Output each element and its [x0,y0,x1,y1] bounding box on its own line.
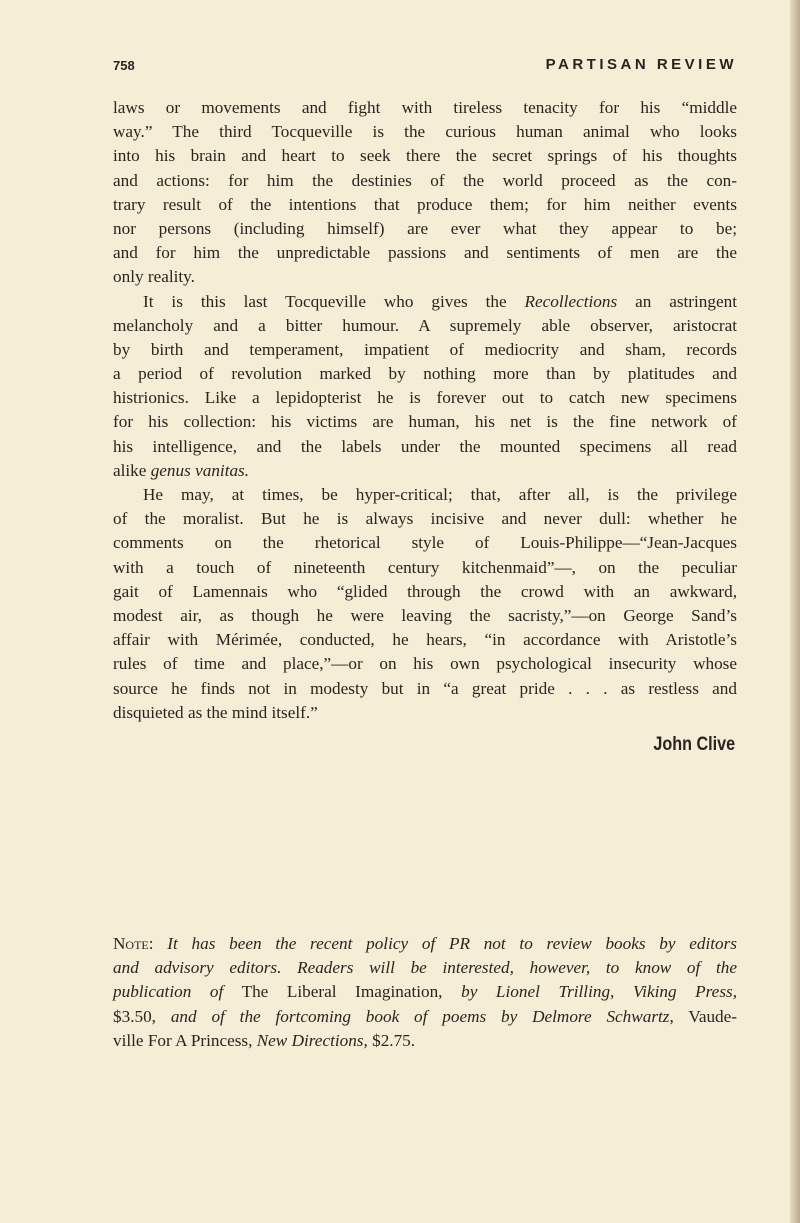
text-line [113,217,737,241]
text-segment: ville For A Princess, [113,1030,257,1050]
text-segment: into his brain and heart to seek there the secret springs of his thoughts [113,146,737,166]
text-segment: and for him the unpredictable passions and sentiments of men are the [113,243,737,263]
text-segment: melancholy and a bitter humour. A supremely able observer, aristocrat [113,315,737,335]
text-segment: disquieted as the mind itself.” [113,702,318,722]
text-segment: It is this last Tocqueville who gives the [143,291,525,311]
emphasis-text: and of the fortcoming book of poems by Delmore Schwartz, [170,1006,674,1026]
text-segment: with a touch of nineteenth century kitchenmaid”—, on the peculiar [113,557,737,577]
text-segment: $2.75. [367,1030,416,1050]
text-line [113,338,737,362]
text-line [113,459,737,483]
emphasis-text: publication of [113,982,224,1002]
text-line [113,290,737,314]
editorial-note [113,932,737,1053]
text-line [113,580,737,604]
text-line [113,386,737,410]
text-line [113,96,737,120]
text-segment: Vaude- [673,1006,737,1026]
text-line [113,556,737,580]
text-segment: comments on the rhetorical style of Louis-Philippe—“Jean-Jacques [113,533,737,553]
text-segment: He may, at times, be hyper-critical; that, after all, is the privilege [143,485,737,504]
emphasis-text: Note: [113,934,154,953]
text-line [113,435,737,459]
text-segment: source he finds not in modesty but in “a great pride . . . as restless and [113,678,737,698]
text-segment: histrionics. Like a lepidopterist he is forever out to catch new specimens [113,388,737,408]
text-segment: $3.50, [113,1006,171,1026]
running-title: PARTISAN REVIEW [545,56,737,73]
text-segment: by birth and temperament, impatient of mediocrity and sham, records [113,339,737,359]
text-line [113,932,737,956]
text-segment: laws or movements and fight with tireless tenacity for his “middle [113,98,737,117]
text-line [113,956,737,980]
emphasis-text: New Directions, [256,1030,368,1050]
paragraph [113,290,737,484]
text-line [113,362,737,386]
text-segment: gait of Lamennais who “glided through the crowd with an awkward, [113,581,737,601]
text-line [113,144,737,168]
text-line [113,1005,737,1029]
text-line [113,604,737,628]
text-segment: rules of time and place,”—or on his own psychological insecurity whose [113,654,737,674]
text-segment: and actions: for him the destinies of the world proceed as the con- [113,170,737,190]
text-line [113,483,737,507]
text-line [113,169,737,193]
page-number: 758 [113,58,135,73]
text-line [113,265,737,289]
text-line [113,980,737,1004]
text-segment: only reality. [113,267,195,287]
emphasis-text: Recollections [524,291,618,311]
paragraph [113,483,737,725]
text-line [113,628,737,652]
text-segment [154,934,168,953]
text-segment: trary result of the intentions that produce them; for him neither events [113,194,737,214]
text-line [113,410,737,434]
text-line [113,507,737,531]
author-signature: John Clive [653,734,735,755]
text-segment: The Liberal Imagination, [223,982,462,1002]
emphasis-text: genus vanitas. [150,460,250,480]
emphasis-text: by Lionel Trilling, Viking Press, [461,982,737,1002]
article-body [113,96,737,725]
text-segment: a period of revolution marked by nothing more than by platitudes and [113,364,737,384]
text-line [113,120,737,144]
text-line [113,193,737,217]
running-header [113,56,737,80]
emphasis-text: and advisory editors. Readers will be interested, however, to know of the [113,958,737,978]
text-segment: nor persons (including himself) are ever what they appear to be; [113,218,737,238]
text-segment: for his collection: his victims are human, his net is the fine network of [113,412,737,432]
text-line [113,652,737,676]
text-segment: of the moralist. But he is always incisive and never dull: whether he [113,509,737,529]
text-segment: an astringent [617,291,737,311]
text-line [113,531,737,555]
text-segment: his intelligence, and the labels under the mounted specimens all read [113,436,737,456]
text-line [113,1029,737,1053]
text-line [113,314,737,338]
text-segment: alike [113,460,151,480]
text-segment: affair with Mérimée, conducted, he hears, “in accordance with Aristotle’s [113,630,737,650]
paragraph [113,96,737,290]
page-edge-shadow [790,0,800,1223]
text-line [113,241,737,265]
text-segment: modest air, as though he were leaving the sacristy,”—on George Sand’s [113,605,737,625]
text-segment: way.” The third Tocqueville is the curious human animal who looks [113,122,737,142]
emphasis-text: It has been the recent policy of PR not to review books by editors [167,934,737,953]
text-line [113,677,737,701]
text-line [113,701,737,725]
